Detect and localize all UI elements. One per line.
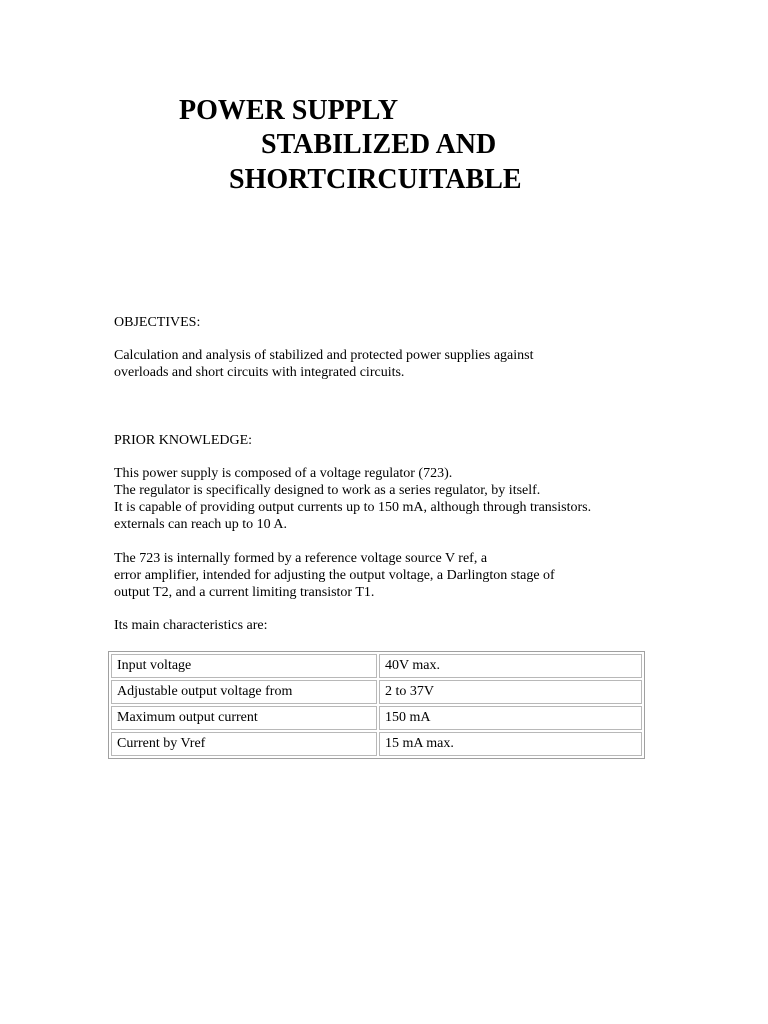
text-line: This power supply is composed of a voltage regulator (723). (114, 466, 453, 481)
prior-knowledge-paragraph-3: Its main characteristics are: (114, 618, 268, 633)
prior-knowledge-paragraph-1 (114, 465, 674, 533)
text-line: It is capable of providing output currents up to 150 mA, although through transistors. (114, 500, 592, 515)
text-line: error amplifier, intended for adjusting the output voltage, a Darlington stage of (114, 568, 555, 583)
title-line-1: POWER SUPPLY (179, 95, 399, 126)
table-cell-parameter: Adjustable output voltage from (111, 680, 377, 704)
table-row (111, 732, 642, 756)
table-row (111, 706, 642, 730)
text-line: output T2, and a current limiting transistor T1. (114, 585, 375, 600)
text-line: The regulator is specifically designed to work as a series regulator, by itself. (114, 483, 541, 498)
table-row (111, 654, 642, 678)
title-line-3: SHORTCIRCUITABLE (229, 164, 522, 195)
table-cell-parameter: Maximum output current (111, 706, 377, 730)
objectives-text (114, 347, 674, 381)
table-cell-value: 15 mA max. (379, 732, 642, 756)
table-cell-parameter: Current by Vref (111, 732, 377, 756)
text-line: externals can reach up to 10 A. (114, 517, 287, 532)
table-row (111, 680, 642, 704)
table-cell-parameter: Input voltage (111, 654, 377, 678)
table-cell-value: 40V max. (379, 654, 642, 678)
text-line: Calculation and analysis of stabilized and protected power supplies against (114, 348, 534, 363)
objectives-heading: OBJECTIVES: (114, 315, 201, 330)
characteristics-table (108, 651, 645, 759)
text-line: overloads and short circuits with integrated circuits. (114, 365, 405, 380)
text-line: The 723 is internally formed by a reference voltage source V ref, a (114, 551, 488, 566)
title-line-2: STABILIZED AND (261, 129, 497, 160)
table-cell-value: 2 to 37V (379, 680, 642, 704)
prior-knowledge-heading: PRIOR KNOWLEDGE: (114, 433, 253, 448)
table-cell-value: 150 mA (379, 706, 642, 730)
prior-knowledge-paragraph-2 (114, 550, 674, 601)
